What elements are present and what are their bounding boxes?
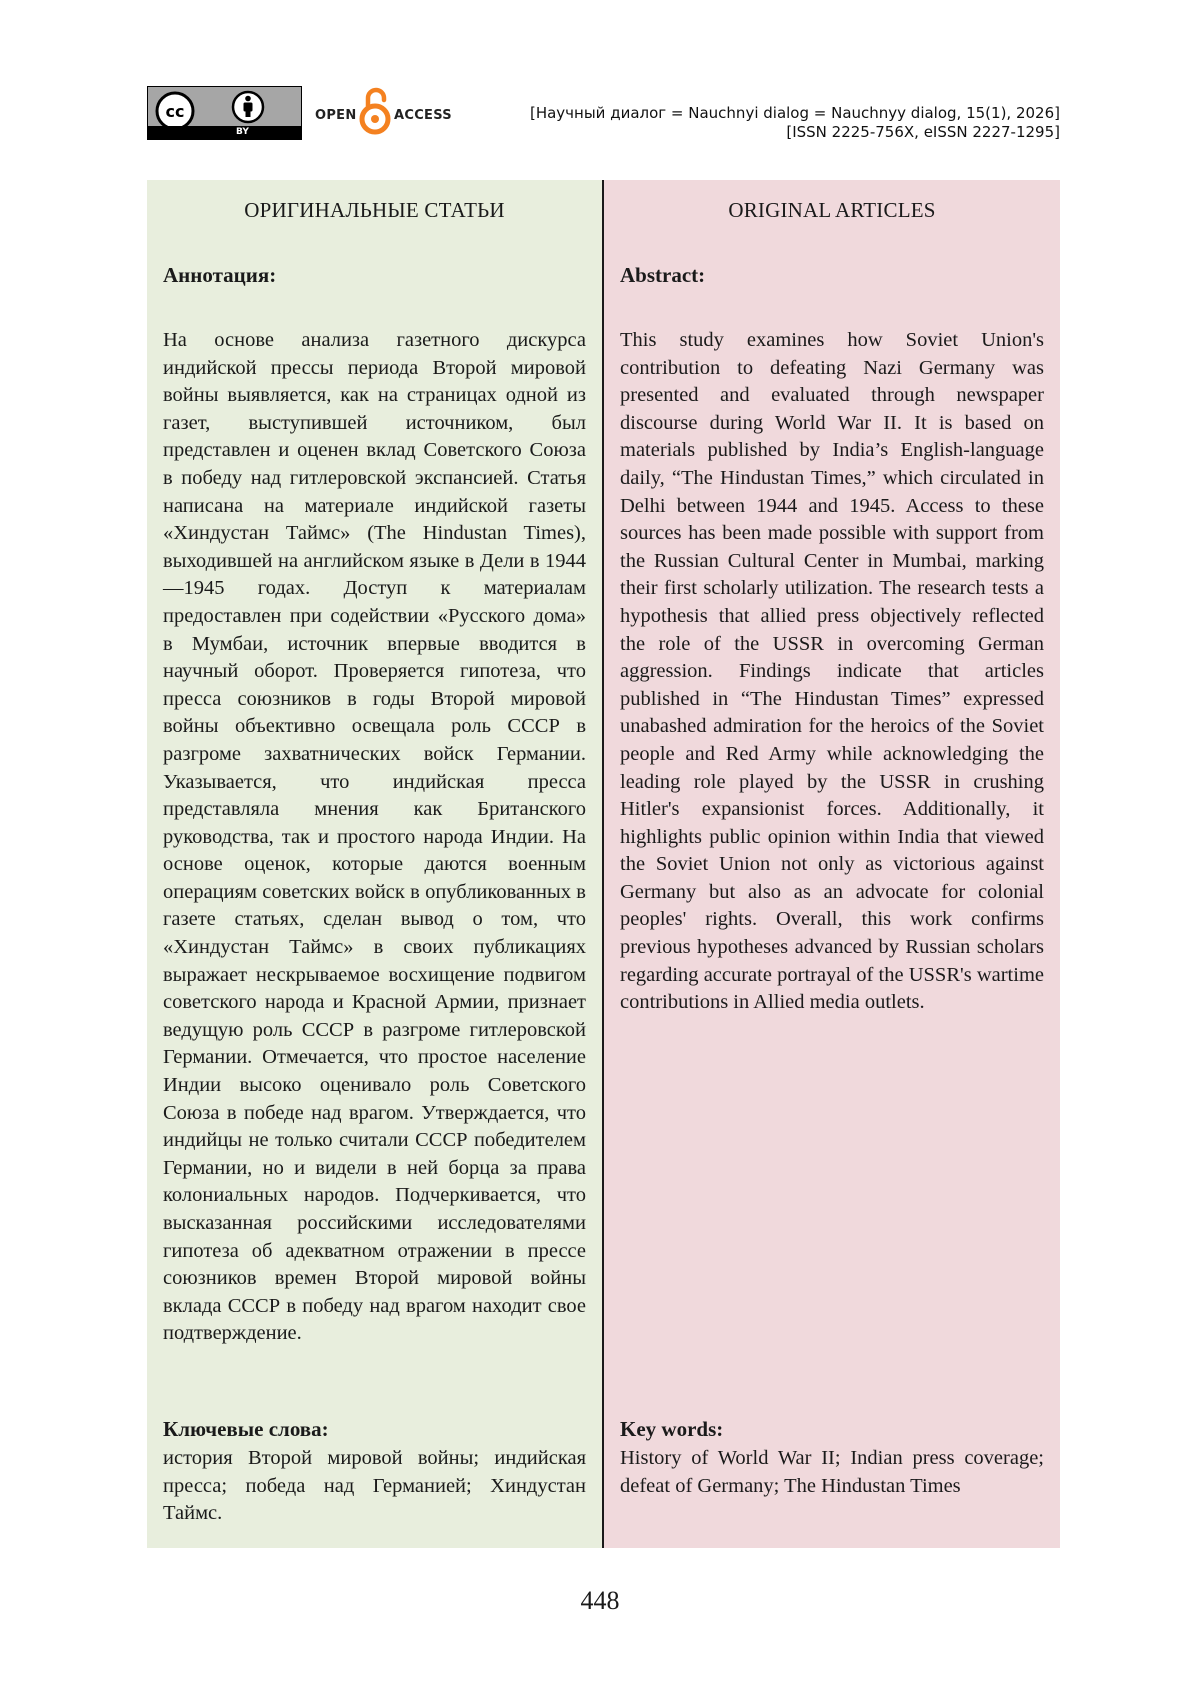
english-keywords-text: History of World War II; Indian press coverage; defeat of Germany; The Hindustan Times bbox=[620, 1447, 1044, 1497]
russian-keywords-text: история Второй мировой войны; индийская пресса; победа над Германией; Хиндустан Таймс. bbox=[163, 1447, 586, 1525]
bilingual-abstract-table bbox=[147, 180, 1060, 1548]
journal-reference bbox=[530, 104, 1060, 142]
russian-column bbox=[147, 180, 604, 1548]
english-column bbox=[604, 180, 1060, 1548]
english-abstract-label: Abstract: bbox=[620, 263, 706, 287]
open-access-access-text: ACCESS bbox=[394, 108, 452, 123]
open-access-logo[interactable] bbox=[315, 86, 465, 142]
open-access-open-text: OPEN bbox=[315, 108, 357, 123]
open-lock-icon bbox=[359, 86, 391, 136]
russian-keywords-label: Ключевые слова: bbox=[163, 1417, 329, 1441]
cc-by-license-badge[interactable] bbox=[147, 86, 302, 140]
cc-badge-bar bbox=[148, 126, 301, 139]
english-abstract-text: This study examines how Soviet Union's contribution to defeating Nazi Germany was presented and evaluated through newspaper discourse during World War II. It is based on materials published by India’s English-language daily, “The Hindustan Times,” which circulated in Delhi between 1944 and 1945. Access to these sources has been made possible with support from the Russian Cultural Center in Mumbai, marking their first scholarly utilization. The research tests a hypothesis that allied press objectively reflected the role of the USSR in overcoming German aggression. Findings indicate that articles published in “The Hindustan Times” expressed unabashed admiration for the heroics of the Soviet people and Red Army while acknowledging the leading role played by the USSR in crushing Hitler's expansionist forces. Additionally, it highlights public opinion within India that viewed the Soviet Union not only as victorious against Germany but also as an advocate for colonial peoples' rights. Overall, this work confirms previous hypotheses advanced by Russian scholars regarding accurate portrayal of the USSR's wartime contributions in Allied media outlets. bbox=[620, 329, 1044, 1014]
journal-issn: [ISSN 2225-756X, eISSN 2227-1295] bbox=[786, 123, 1060, 141]
cc-by-label: BY bbox=[236, 127, 249, 137]
page-number: 448 bbox=[580, 1586, 620, 1615]
journal-citation: [Научный диалог = Nauchnyi dialog = Nauchnyy dialog, 15(1), 2026] bbox=[529, 104, 1060, 122]
russian-section-heading: ОРИГИНАЛЬНЫЕ СТАТЬИ bbox=[244, 198, 505, 222]
english-keywords-label: Key words: bbox=[620, 1417, 724, 1441]
attribution-icon bbox=[231, 90, 265, 124]
page-header bbox=[147, 86, 1060, 142]
english-section-heading: ORIGINAL ARTICLES bbox=[728, 198, 936, 222]
russian-abstract-text: На основе анализа газетного дискурса индийской прессы периода Второй мировой войны выявляется, как на страницах одной из газет, выступившей источником, был представлен и оценен вклад Советского Союза в победу над гитлеровской экспансией. Статья написана на материале индийской газеты «Хиндустан Таймс» (The Hindustan Times), выходившей на английском языке в Дели в 1944—1945 годах. Доступ к материалам предоставлен при содействии «Русского дома» в Мумбаи, источник впервые вводится в научный оборот. Проверяется гипотеза, что пресса союзников в годы Второй мировой войны объективно освещала роль СССР в разгроме захватнических войск Германии. Указывается, что индийская пресса представляла мнения как Британского руководства, так и простого народа Индии. На основе оценок, которые даются военным операциям советских войск в опубликованных в газете статьях, сделан вывод о том, что «Хиндустан Таймс» в своих публикациях выражает нескрываемое восхищение подвигом советского народа и Красной Армии, признает ведущую роль СССР в разгроме гитлеровской Германии. Отмечается, что простое население Индии высоко оценивало роль Советского Союза в победе над врагом. Утверждается, что индийцы не только считали СССР победителем Германии, но и видели в ней борца за права колониальных народов. Подчеркивается, что высказанная российскими исследователями гипотеза об адекватном отражении в прессе союзников времен Второй мировой войны вклада СССР в победу над врагом находит свое подтверждение. bbox=[163, 329, 586, 1345]
svg-text:cc: cc bbox=[165, 102, 185, 121]
russian-abstract-label: Аннотация: bbox=[163, 263, 277, 287]
